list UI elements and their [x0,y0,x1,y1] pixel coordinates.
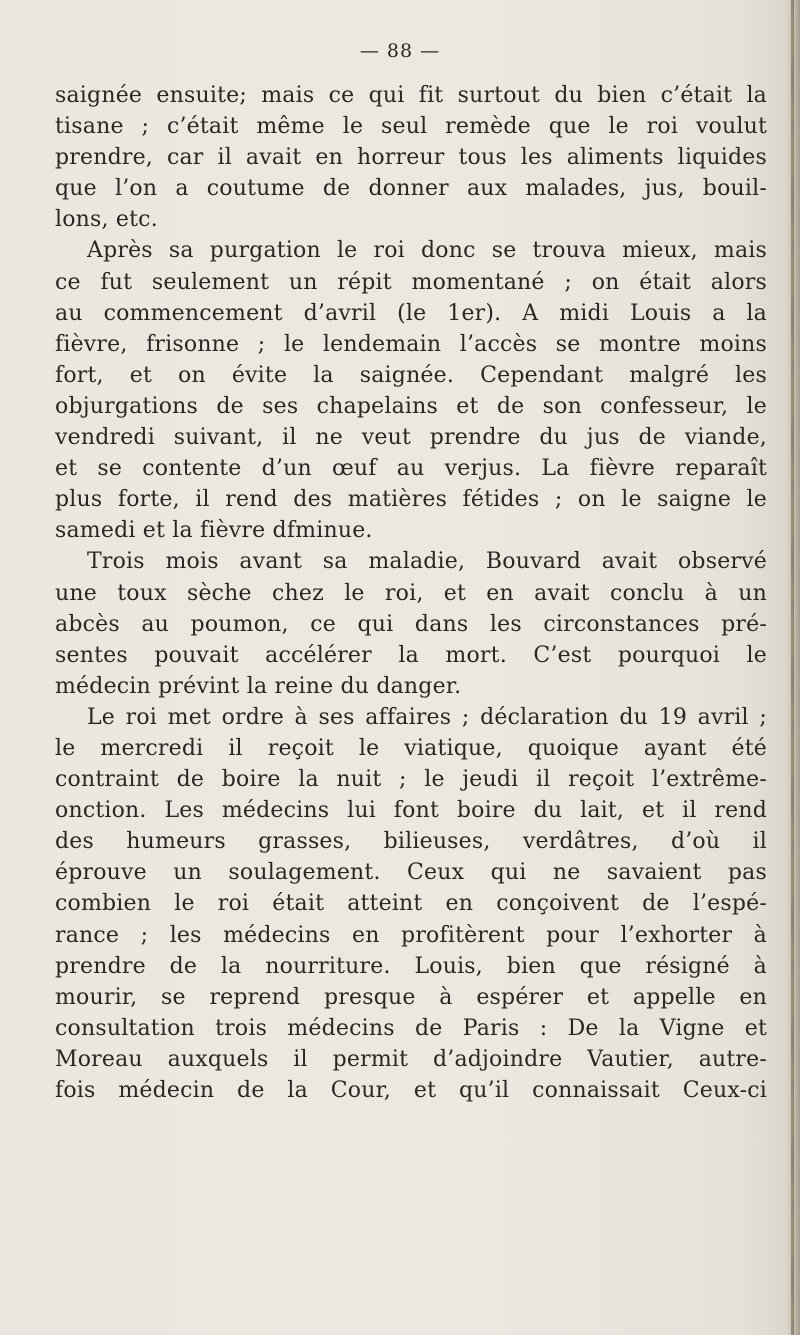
text-line: samedi et la fièvre dfminue. [55,518,373,544]
text-line: fièvre, frisonne ; le lendemain l’accès se montre moins [55,331,767,357]
text-line: plus forte, il rend des matières fétides ; on le saigne le [55,487,767,513]
text-line: rance ; les médecins en profitèrent pour l’exhorter à [55,922,767,948]
text-line: éprouve un soulagement. Ceux qui ne savaient pas [55,860,767,886]
text-line: et se contente d’un œuf au verjus. La fièvre reparaît [55,456,767,482]
text-line: que l’on a coutume de donner aux malades, jus, bouil- [55,176,767,202]
text-line: tisane ; c’était même le seul remède que le roi voulut [55,114,767,140]
text-line: fois médecin de la Cour, et qu’il connaissait Ceux-ci [55,1078,767,1103]
text-line: lons, etc. [55,207,158,233]
text-line: onction. Les médecins lui font boire du lait, et il rend [55,798,767,824]
text-line: une toux sèche chez le roi, et en avait conclu à un [55,580,767,606]
text-line: fort, et on évite la saignée. Cependant malgré les [55,362,767,388]
text-line: consultation trois médecins de Paris : De la Vigne et [55,1015,767,1041]
text-line: Le roi met ordre à ses affaires ; déclaration du 19 avril ; [87,704,767,730]
text-line: Après sa purgation le roi donc se trouva mieux, mais [87,238,767,264]
text-line: objurgations de ses chapelains et de son confesseur, le [55,393,767,419]
text-line: Moreau auxquels il permit d’adjoindre Vautier, autre- [55,1046,767,1072]
text-line: des humeurs grasses, bilieuses, verdâtres, d’où il [55,829,767,855]
body-text [55,80,767,1106]
text-line: au commencement d’avril (le 1er). A midi Louis a la [55,300,767,326]
text-line: combien le roi était atteint en conçoivent de l’espé- [55,891,767,917]
text-line: saignée ensuite; mais ce qui fit surtout du bien c’était la [55,83,767,108]
text-line: ce fut seulement un répit momentané ; on était alors [55,269,767,295]
text-line: médecin prévint la reine du danger. [55,673,462,699]
text-line: mourir, se reprend presque à espérer et appelle en [55,984,767,1010]
text-line: contraint de boire la nuit ; le jeudi il reçoit l’extrême- [55,767,767,793]
text-line: sentes pouvait accélérer la mort. C’est pourquoi le [55,642,767,668]
page-number: — 88 — [359,40,441,62]
text-line: Trois mois avant sa maladie, Bouvard avait observé [87,549,767,575]
text-line: le mercredi il reçoit le viatique, quoique ayant été [55,735,767,761]
text-line: prendre de la nourriture. Louis, bien que résigné à [55,953,767,979]
text-line: prendre, car il avait en horreur tous les aliments liquides [55,145,767,171]
text-line: vendredi suivant, il ne veut prendre du jus de viande, [55,425,767,451]
text-line: abcès au poumon, ce qui dans les circonstances pré- [55,611,767,637]
binding-edge [791,0,794,1335]
